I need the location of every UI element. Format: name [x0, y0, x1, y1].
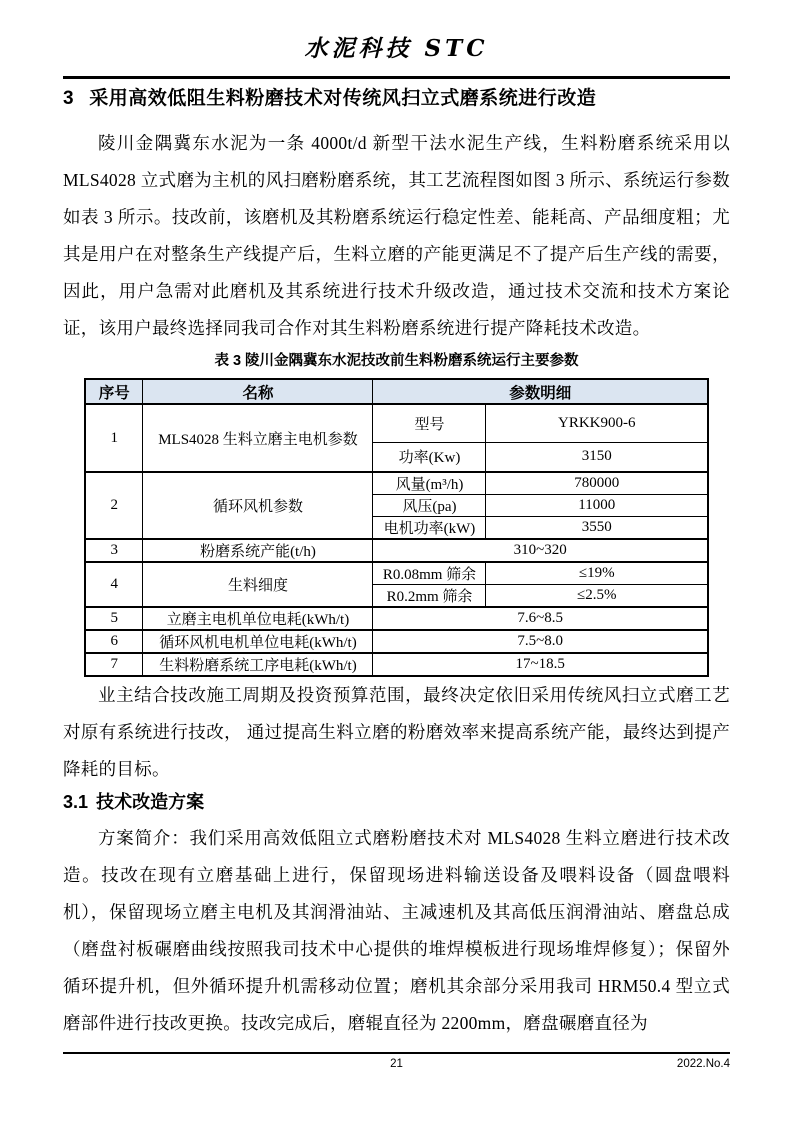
table-cell-no: 2 — [85, 472, 143, 539]
table-cell-label: 风量(m³/h) — [373, 472, 486, 495]
table-header-row — [85, 379, 708, 404]
section-3-1-heading — [63, 788, 730, 816]
table-row — [85, 607, 708, 630]
table-cell-value: ≤2.5% — [486, 585, 708, 608]
table-cell-label: 功率(Kw) — [373, 442, 486, 472]
table-row — [85, 562, 708, 585]
table-cell-value: 3150 — [486, 442, 708, 472]
parameters-table — [84, 378, 709, 677]
table-cell-no: 6 — [85, 630, 143, 653]
table-cell-name: MLS4028 生料立磨主电机参数 — [143, 404, 373, 472]
page-number: 21 — [390, 1058, 403, 1070]
section-3-paragraph-2: 业主结合技改施工周期及投资预算范围，最终决定依旧采用传统风扫立式磨工艺对原有系统进行技改， 通过提高生料立磨的粉磨效率来提高系统产能，最终达到提产降耗的目标。 — [63, 685, 730, 779]
table-row — [85, 539, 708, 562]
section-3-paragraph-1: 陵川金隅冀东水泥为一条 4000t/d 新型干法水泥生产线，生料粉磨系统采用以 MLS4028 立式磨为主机的风扫磨粉磨系统，其工艺流程图如图 3 所示、系统运行参数如表 3 所示。技改前，该磨机及其粉磨系统运行稳定性差、能耗高、产品细度粗；尤其是用户在对整条生产线提产后，生料立磨的产能更满足不了提产后生产线的需要，因此，用户急需对此磨机及其系统进行技术升级改造，通过技术交流和技术方案论证，该用户最终选择同我司合作对其生料粉磨系统进行提产降耗技术改造。 — [63, 133, 730, 338]
section-3-1-paragraph-1: 方案简介：我们采用高效低阻立式磨粉磨技术对 MLS4028 生料立磨进行技术改造。技改在现有立磨基础上进行，保留现场进料输送设备及喂料设备（圆盘喂料机），保留现场立磨主电机及其润滑油站、主减速机及其高低压润滑油站、磨盘总成（磨盘衬板碾磨曲线按照我司技术中心提供的堆焊模板进行现场堆焊修复）；保留外循环提升机，但外循环提升机需移动位置；磨机其余部分采用我司 HRM50.4 型立式磨部件进行技改更换。技改完成后，磨辊直径为 2200mm，磨盘碾磨直径为 — [63, 828, 730, 1033]
table-cell-value: 780000 — [486, 472, 708, 495]
column-header-name: 名称 — [143, 379, 373, 404]
table-cell-name: 粉磨系统产能(t/h) — [143, 539, 373, 562]
header-rule — [63, 76, 730, 79]
table-cell-no: 4 — [85, 562, 143, 607]
table-cell-value: 310~320 — [373, 539, 708, 562]
table-row — [85, 653, 708, 676]
table-cell-label: 风压(pa) — [373, 495, 486, 517]
table-cell-value: 3550 — [486, 517, 708, 540]
table-cell-label: 电机功率(kW) — [373, 517, 486, 540]
table-cell-value: ≤19% — [486, 562, 708, 585]
table-cell-label: R0.2mm 筛余 — [373, 585, 486, 608]
subsection-number: 3.1 — [63, 792, 89, 812]
journal-title: 水泥科技 STC — [304, 35, 489, 62]
table-row — [85, 472, 708, 495]
table-cell-name: 立磨主电机单位电耗(kWh/t) — [143, 607, 373, 630]
issue-number: 2022.No.4 — [676, 1058, 730, 1070]
table-cell-value: 7.5~8.0 — [373, 630, 708, 653]
table-cell-name: 循环风机参数 — [143, 472, 373, 539]
table-cell-value: 7.6~8.5 — [373, 607, 708, 630]
table-cell-value: 11000 — [486, 495, 708, 517]
table-row — [85, 404, 708, 442]
table-cell-no: 5 — [85, 607, 143, 630]
page-footer — [63, 1052, 730, 1072]
table-3-caption: 表 3 陵川金隅冀东水泥技改前生料粉磨系统运行主要参数 — [214, 353, 579, 369]
table-cell-name: 生料细度 — [143, 562, 373, 607]
table-cell-no: 7 — [85, 653, 143, 676]
column-header-no: 序号 — [85, 379, 143, 404]
table-cell-value: YRKK900-6 — [486, 404, 708, 442]
table-cell-no: 3 — [85, 539, 143, 562]
table-cell-name: 生料粉磨系统工序电耗(kWh/t) — [143, 653, 373, 676]
column-header-detail: 参数明细 — [373, 379, 708, 404]
table-cell-label: 型号 — [373, 404, 486, 442]
table-row — [85, 630, 708, 653]
table-cell-label: R0.08mm 筛余 — [373, 562, 486, 585]
footer-rule — [63, 1052, 730, 1054]
table-cell-value: 17~18.5 — [373, 653, 708, 676]
table-cell-no: 1 — [85, 404, 143, 472]
section-title: 采用高效低阻生料粉磨技术对传统风扫立式磨系统进行改造 — [89, 88, 597, 109]
subsection-title: 技术改造方案 — [96, 792, 205, 812]
section-3-heading — [63, 86, 730, 112]
footer-row — [63, 1056, 730, 1072]
table-cell-name: 循环风机电机单位电耗(kWh/t) — [143, 630, 373, 653]
section-number: 3 — [63, 88, 75, 109]
